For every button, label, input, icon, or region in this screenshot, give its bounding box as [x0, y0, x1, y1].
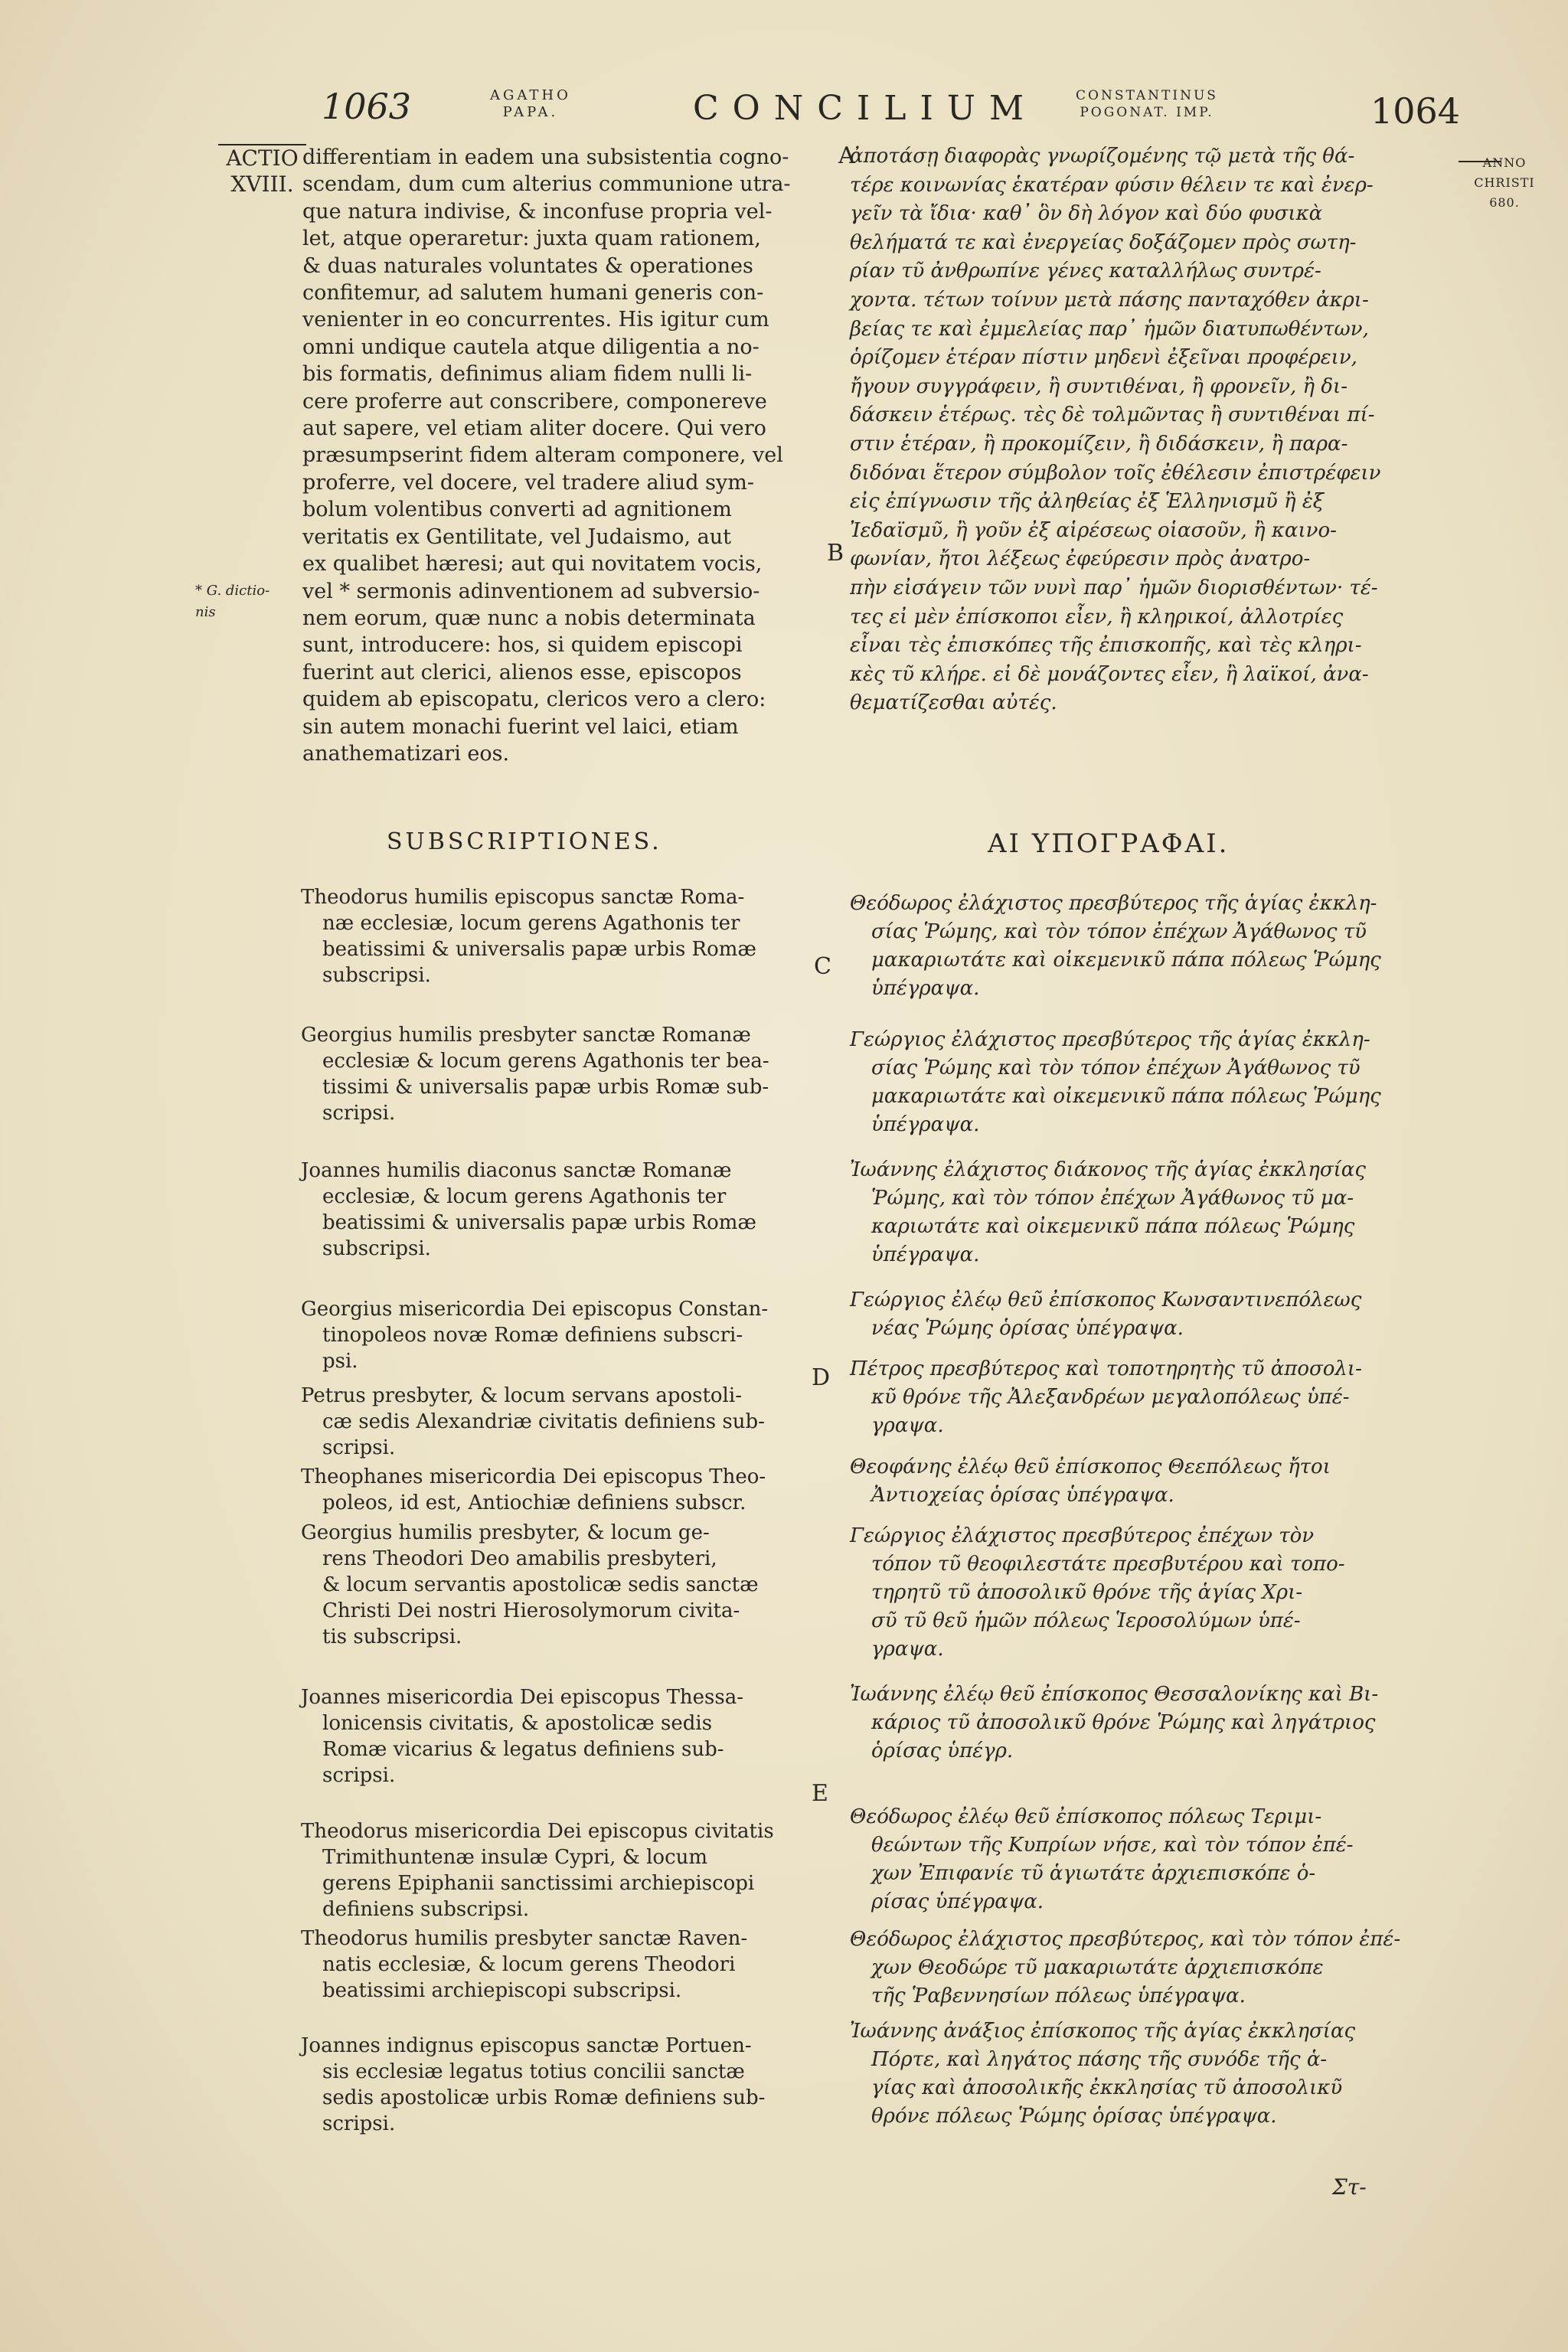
greek-line: θεματίζεσθαι αὐτές. [850, 691, 1057, 715]
subscription-line: τῆς Ῥαβεννησίων πόλεως ὑπέγραψα. [871, 1984, 1246, 2007]
subscription-line: poleos, id est, Antiochiæ definiens subscr. [322, 1491, 746, 1514]
subscription-line: ecclesiæ & locum gerens Agathonis ter bea- [322, 1050, 769, 1073]
subscription-line: κάριος τῦ ἀποσολικῦ θρόνε Ῥώμης καὶ ληγάτριος [871, 1711, 1376, 1734]
subscription-line: γίας καὶ ἀποσολικῆς ἐκκλησίας τῦ ἀποσολικῦ [871, 2076, 1343, 2099]
greek-line: τέρε κοινωνίας ἑκατέραν φύσιν θέλειν τε καὶ ἐνερ- [850, 173, 1374, 197]
greek-line: βείας τε καὶ ἐμμελείας παρ᾽ ἡμῶν διατυπωθέντων, [850, 317, 1369, 341]
latin-line: bis formatis, definimus aliam fidem nulli li- [302, 362, 753, 387]
subscription-line: Georgius humilis presbyter sanctæ Romanæ [301, 1024, 751, 1047]
subscription-line: rens Theodori Deo amabilis presbyteri, [322, 1547, 717, 1570]
latin-line: fuerint aut clerici, alienos esse, episcopos [302, 660, 742, 684]
subscription-line: Christi Dei nostri Hierosolymorum civita- [322, 1599, 740, 1622]
subscription-line: Georgius humilis presbyter, & locum ge- [301, 1521, 710, 1544]
greek-subscription [850, 1681, 1447, 1766]
subscription-line: γραψα. [871, 1414, 944, 1437]
anno-line: 680. [1489, 195, 1520, 210]
subscription-line: cæ sedis Alexandriæ civitatis definiens sub- [322, 1410, 765, 1433]
subscription-line: beatissimi & universalis papæ urbis Romæ [322, 1211, 756, 1234]
greek-subscription [850, 1522, 1447, 1664]
subscription-line: scripsi. [322, 2112, 396, 2135]
subscription-line: σίας Ῥώμης, καὶ τὸν τόπον ἐπέχων Ἀγάθωνος τῦ [871, 920, 1367, 943]
greek-subscription [850, 1286, 1447, 1343]
latin-line: confitemur, ad salutem humani generis con- [302, 281, 764, 305]
right-label-line: CONSTANTINUS [1076, 88, 1218, 103]
latin-subscription [301, 1818, 806, 1922]
subscription-line: τηρητῦ τῦ ἀποσολικῦ θρόνε τῆς ἁγίας Χρι- [871, 1581, 1303, 1604]
greek-line: γεῖν τὰ ἴδια· καθ᾽ ὃν δὴ λόγον καὶ δύο φυσικὰ [850, 202, 1323, 226]
subscription-line: Πέτρος πρεσβύτερος καὶ τοποτηρητὴς τῦ ἀποσολι- [850, 1357, 1362, 1380]
latin-line: let, atque operaretur: juxta quam rationem, [302, 227, 761, 251]
latin-subscriptions-heading: SUBSCRIPTIONES. [387, 828, 662, 855]
greek-subscription [850, 1926, 1447, 2011]
subscription-line: Θεόδωρος ἐλάχιστος πρεσβύτερος, καὶ τὸν τόπον ἐπέ- [850, 1928, 1401, 1951]
greek-line: ἀποτάσῃ διαφορὰς γνωρίζομένης τῷ μετὰ τῆς θά- [850, 145, 1355, 168]
subscription-line: Θεοφάνης ἐλέῳ θεῦ ἐπίσκοπος Θεεπόλεως ἤτοι [850, 1455, 1331, 1478]
subscription-line: Romæ vicarius & legatus definiens sub- [322, 1738, 724, 1761]
subscription-line: ecclesiæ, & locum gerens Agathonis ter [322, 1185, 727, 1208]
subscription-line: Ἀντιοχείας ὁρίσας ὑπέγραψα. [871, 1484, 1174, 1507]
left-page-number: 1063 [322, 86, 412, 127]
latin-line: venienter in eo concurrentes. His igitur cum [302, 308, 769, 332]
greek-line: ὁρίζομεν ἑτέραν πίστιν μηδενὶ ἐξεῖναι προφέρειν, [850, 346, 1357, 370]
anno-margin-note [1470, 153, 1539, 213]
latin-line: quidem ab episcopatu, clericos vero a clero: [302, 688, 766, 712]
greek-text-column [850, 142, 1447, 718]
subscription-line: beatissimi archiepiscopi subscripsi. [322, 1979, 682, 2002]
section-letter-a: A [838, 142, 855, 169]
left-label-line: PAPA. [502, 104, 559, 120]
latin-line: aut sapere, vel etiam aliter docere. Qui vero [302, 416, 766, 441]
latin-text-column [302, 144, 815, 767]
subscription-line: Theodorus humilis episcopus sanctæ Roma- [301, 886, 745, 909]
subscription-line: κῦ θρόνε τῆς Ἀλεξανδρέων μεγαλοπόλεως ὑπέ- [871, 1386, 1350, 1409]
subscription-line: Πόρτε, καὶ ληγάτος πάσης τῆς συνόδε τῆς ἁ- [871, 2048, 1328, 2071]
subscription-line: scripsi. [322, 1102, 396, 1125]
subscription-line: μακαριωτάτε καὶ οἰκεμενικῦ πάπα πόλεως Ῥώμης [871, 1085, 1381, 1108]
right-page-number: 1064 [1370, 90, 1461, 132]
subscription-line: χων Ἐπιφανίε τῦ ἁγιωτάτε ἀρχιεπισκόπε ὁ- [871, 1862, 1316, 1885]
subscription-line: Ἰωάννης ἀνάξιος ἐπίσκοπος τῆς ἁγίας ἐκκλησίας [850, 2020, 1356, 2043]
catchword: Στ- [1332, 2174, 1367, 2200]
subscription-line: tissimi & universalis papæ urbis Romæ sub- [322, 1076, 769, 1099]
subscription-line: Ἰωάννης ἐλάχιστος διάκονος τῆς ἁγίας ἐκκλησίας [850, 1158, 1366, 1181]
subscription-line: sis ecclesiæ legatus totius concilii sanctæ [322, 2060, 745, 2083]
subscription-line: Γεώργιος ἐλάχιστος πρεσβύτερος ἐπέχων τὸν [850, 1524, 1315, 1547]
latin-subscription [301, 1464, 806, 1516]
subscription-line: Γεώργιος ἐλέῳ θεῦ ἐπίσκοπος Κωνσαντινεπόλεως [850, 1289, 1362, 1312]
latin-line: præsumpserint fidem alteram componere, vel [302, 443, 783, 468]
right-label-line: POGONAT. IMP. [1080, 105, 1214, 120]
subscription-line: Georgius misericordia Dei episcopus Constan- [301, 1298, 769, 1321]
subscription-line: νέας Ῥώμης ὁρίσας ὑπέγραψα. [871, 1317, 1184, 1340]
greek-line: πὴν εἰσάγειν τῶν νυνὶ παρ᾽ ἡμῶν διορισθέντων· τέ- [850, 576, 1378, 599]
latin-subscription [301, 1383, 806, 1461]
greek-line: δάσκειν ἑτέρως. τὲς δὲ τολμῶντας ἢ συντιθέναι πί- [850, 403, 1375, 427]
latin-subscription [301, 884, 806, 988]
subscription-line: & locum servantis apostolicæ sedis sanctæ [322, 1573, 759, 1596]
subscription-line: τόπον τῦ θεοφιλεστάτε πρεσβυτέρου καὶ τοπο- [871, 1553, 1345, 1576]
subscription-line: natis ecclesiæ, & locum gerens Theodori [322, 1953, 736, 1976]
greek-line: χοντα. τέτων τοίνυν μετὰ πάσης πανταχόθεν ἀκρι- [850, 288, 1369, 312]
latin-line: scendam, dum cum alterius communione utra- [302, 172, 791, 197]
latin-line: veritatis ex Gentilitate, vel Judaismo, aut [302, 524, 731, 549]
greek-subscription [850, 1803, 1447, 1916]
subscription-line: σῦ τῦ θεῦ ἡμῶν πόλεως Ἱεροσολύμων ὑπέ- [871, 1609, 1301, 1632]
subscription-line: scripsi. [322, 1436, 396, 1459]
latin-line: sin autem monachi fuerint vel laici, etiam [302, 714, 739, 739]
subscription-line: γραψα. [871, 1638, 944, 1661]
greek-line: κὲς τῦ κλήρε. εἰ δὲ μονάζοντες εἶεν, ἢ λαϊκοί, ἀνα- [850, 662, 1369, 686]
greek-line: εἶναι τὲς ἐπισκόπες τῆς ἐπισκοπῆς, καὶ τὲς κληρι- [850, 634, 1362, 658]
latin-line: nem eorum, quæ nunc a nobis determinata [302, 606, 756, 630]
greek-subscription [850, 1026, 1447, 1139]
subscription-line: Theophanes misericordia Dei episcopus Theo- [301, 1465, 766, 1488]
subscription-line: μακαριωτάτε καὶ οἰκεμενικῦ πάπα πόλεως Ῥώμης [871, 949, 1381, 972]
actio-margin-note [218, 144, 306, 198]
subscription-line: Joannes humilis diaconus sanctæ Romanæ [301, 1159, 732, 1182]
subscription-line: Ἰωάννης ἐλέῳ θεῦ ἐπίσκοπος Θεσσαλονίκης καὶ Βι- [850, 1683, 1379, 1706]
subscription-line: scripsi. [322, 1764, 396, 1787]
latin-subscription [301, 1158, 806, 1262]
latin-subscription [301, 2033, 806, 2137]
subscription-line: Theodorus misericordia Dei episcopus civitatis [301, 1820, 774, 1843]
latin-line: anathematizari eos. [302, 741, 510, 766]
subscription-line: subscripsi. [322, 1237, 431, 1260]
subscription-line: Θεόδωρος ἐλέῳ θεῦ ἐπίσκοπος πόλεως Τεριμι- [850, 1805, 1322, 1828]
latin-line: sunt, introducere: hos, si quidem episcopi [302, 633, 743, 658]
greek-line: ἤγουν συγγράφειν, ἢ συντιθέναι, ἢ φρονεῖν, ἢ δι- [850, 374, 1348, 398]
section-letter-e: E [812, 1780, 828, 1807]
latin-line: & duas naturales voluntates & operationes [302, 253, 753, 278]
latin-line: cere proferre aut conscribere, componereve [302, 389, 767, 413]
subscription-line: tis subscripsi. [322, 1625, 462, 1648]
greek-line: Ἰεδαϊσμῦ, ἢ γοῦν ἐξ αἱρέσεως οἱασοῦν, ἢ καινο- [850, 518, 1337, 542]
subscription-line: Petrus presbyter, & locum servans apostoli- [301, 1384, 742, 1407]
subscription-line: ὑπέγραψα. [871, 977, 980, 1000]
latin-line: differentiam in eadem una subsistentia cogno- [302, 145, 789, 169]
subscription-line: psi. [322, 1350, 358, 1373]
left-label-line: AGATHO [490, 87, 571, 103]
actio-line: ACTIO [226, 145, 299, 171]
subscription-line: subscripsi. [322, 964, 431, 987]
greek-subscription [850, 1156, 1447, 1269]
latin-subscription [301, 1684, 806, 1788]
right-running-label [1076, 87, 1218, 121]
latin-line: ex qualibet hæresi; aut qui novitatem vocis, [302, 552, 763, 577]
greek-subscriptions-heading: ΑΙ ΥΠΟΓΡΑΦΑΙ. [988, 828, 1230, 859]
subscription-line: ὁρίσας ὑπέγρ. [871, 1740, 1014, 1762]
latin-subscription [301, 1296, 806, 1374]
subscription-line: ὑπέγραψα. [871, 1113, 980, 1136]
subscription-line: Theodorus humilis presbyter sanctæ Raven- [301, 1927, 748, 1950]
left-running-label [490, 87, 571, 121]
greek-subscription [850, 890, 1447, 1003]
subscription-line: ρίσας ὑπέγραψα. [871, 1890, 1044, 1913]
latin-line: proferre, vel docere, vel tradere aliud sym- [302, 470, 755, 495]
greek-subscription [850, 1453, 1447, 1510]
anno-line: CHRISTI [1474, 175, 1535, 190]
subscription-line: σίας Ῥώμης καὶ τὸν τόπον ἐπέχων Ἀγάθωνος τῦ [871, 1057, 1361, 1080]
latin-line: bolum volentibus converti ad agnitionem [302, 498, 732, 522]
subscription-line: gerens Epiphanii sanctissimi archiepiscopi [322, 1872, 755, 1895]
subscription-line: Joannes misericordia Dei episcopus Thessa- [301, 1686, 744, 1709]
actio-line: XVIII. [230, 172, 294, 197]
subscription-line: χων Θεοδώρε τῦ μακαριωτάτε ἀρχιεπισκόπε [871, 1956, 1324, 1979]
subscription-line: sedis apostolicæ urbis Romæ definiens sub- [322, 2086, 766, 2109]
greek-line: φωνίαν, ἤτοι λέξεως ἐφεύρεσιν πρὸς ἀνατρο- [850, 547, 1311, 571]
greek-subscription [850, 1355, 1447, 1440]
greek-line: διδόναι ἕτερον σύμβολον τοῖς ἐθέλεσιν ἐπιστρέφειν [850, 461, 1381, 485]
greek-line: τες εἰ μὲν ἐπίσκοποι εἶεν, ἢ κληρικοί, ἀλλοτρίες [850, 605, 1344, 629]
subscription-line: Θεόδωρος ἐλάχιστος πρεσβύτερος τῆς ἁγίας ἐκκλη- [850, 892, 1377, 915]
subscription-line: lonicensis civitatis, & apostolicæ sedis [322, 1712, 713, 1735]
subscription-line: καριωτάτε καὶ οἰκεμενικῦ πάπα πόλεως Ῥώμης [871, 1215, 1355, 1238]
running-title: CONCILIUM [693, 89, 1038, 128]
subscription-line: θρόνε πόλεως Ῥώμης ὁρίσας ὑπέγραψα. [871, 2105, 1277, 2128]
subscription-line: θεώντων τῆς Κυπρίων νήσε, καὶ τὸν τόπον ἐπέ- [871, 1834, 1354, 1857]
anno-line: ANNO [1482, 155, 1527, 170]
latin-line: omni undique cautela atque diligentia a no- [302, 335, 760, 359]
latin-subscription [301, 1520, 806, 1650]
greek-line: θελήματά τε καὶ ἐνεργείας δοξάζομεν πρὸς σωτη- [850, 230, 1357, 254]
subscription-line: Γεώργιος ἐλάχιστος πρεσβύτερος τῆς ἁγίας ἐκκλη- [850, 1028, 1370, 1051]
section-letter-c: C [814, 953, 831, 980]
greek-line: στιν ἑτέραν, ἢ προκομίζειν, ἢ διδάσκειν, ἢ παρα- [850, 432, 1348, 456]
section-letter-d: D [812, 1364, 831, 1391]
subscription-line: ὑπέγραψα. [871, 1243, 980, 1266]
greek-line: ρίαν τῦ ἀνθρωπίνε γένες καταλλήλως συντρέ- [850, 260, 1321, 283]
variant-reading-note: * G. dictio-nis [195, 583, 270, 620]
latin-line: vel * sermonis adinventionem ad subversio- [302, 579, 760, 603]
latin-subscription [301, 1926, 806, 2004]
subscription-line: beatissimi & universalis papæ urbis Romæ [322, 938, 756, 961]
subscription-line: Ῥώμης, καὶ τὸν τόπον ἐπέχων Ἀγάθωνος τῦ μα- [871, 1187, 1354, 1210]
subscription-line: næ ecclesiæ, locum gerens Agathonis ter [322, 912, 740, 935]
greek-line: εἰς ἐπίγνωσιν τῆς ἀληθείας ἐξ Ἑλληνισμῦ ἢ ἐξ [850, 490, 1325, 514]
greek-subscription [850, 2017, 1447, 2131]
subscription-line: Trimithuntenæ insulæ Cypri, & locum [322, 1846, 708, 1869]
section-letter-b: B [827, 540, 844, 567]
subscription-line: definiens subscripsi. [322, 1898, 530, 1921]
subscription-line: tinopoleos novæ Romæ definiens subscri- [322, 1324, 743, 1347]
subscription-line: Joannes indignus episcopus sanctæ Portuen- [301, 2034, 752, 2057]
latin-line: que natura indivise, & inconfuse propria vel- [302, 199, 773, 224]
latin-subscription [301, 1022, 806, 1126]
